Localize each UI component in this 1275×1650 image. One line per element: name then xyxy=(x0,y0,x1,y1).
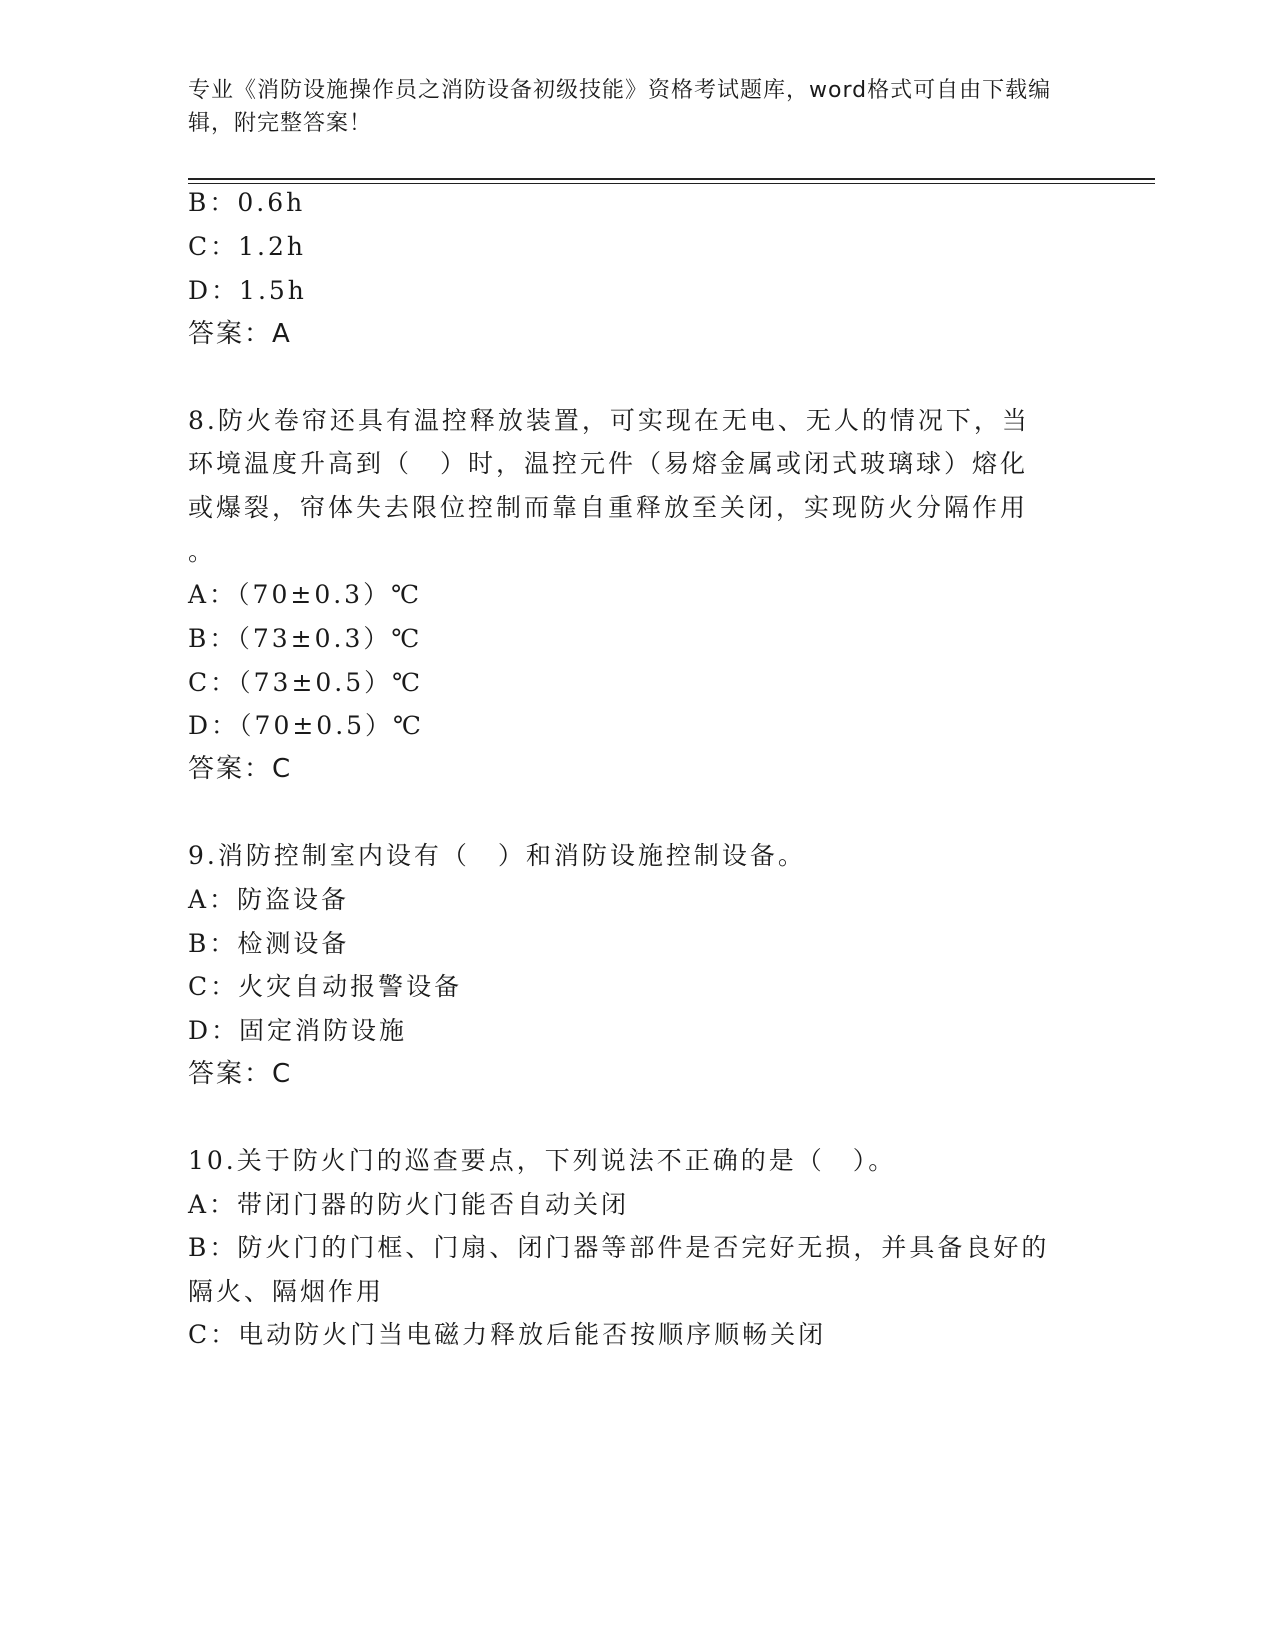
q9-answer: 答案：C xyxy=(188,1059,293,1089)
q10-option-b-line-1: B：防火门的门框、门扇、闭门器等部件是否完好无损，并具备良好的 xyxy=(188,1233,1050,1262)
q9-option-a: A：防盗设备 xyxy=(188,885,350,914)
q7-answer: 答案：A xyxy=(188,319,292,349)
q7-option-d: D：1.5h xyxy=(188,276,307,305)
q8-answer: 答案：C xyxy=(188,754,293,784)
q8-stem-line-3: 或爆裂，帘体失去限位控制而靠自重释放至关闭，实现防火分隔作用 xyxy=(188,493,1029,522)
q10-option-a: A：带闭门器的防火门能否自动关闭 xyxy=(188,1190,630,1219)
q8-option-d: D：（70±0.5）℃ xyxy=(188,711,425,740)
q9-stem: 9.消防控制室内设有（ ）和消防设施控制设备。 xyxy=(188,841,806,870)
q7-option-b: B：0.6h xyxy=(188,188,306,217)
header-divider-thick xyxy=(188,178,1155,180)
q8-option-a: A：（70±0.3）℃ xyxy=(188,580,423,609)
q9-option-d: D：固定消防设施 xyxy=(188,1016,408,1045)
q8-stem-line-2: 环境温度升高到（ ）时，温控元件（易熔金属或闭式玻璃球）熔化 xyxy=(188,449,1029,478)
q10-option-b-line-2: 隔火、隔烟作用 xyxy=(188,1277,385,1306)
q9-option-c: C：火灾自动报警设备 xyxy=(188,972,463,1001)
q8-option-c: C：（73±0.5）℃ xyxy=(188,668,424,697)
q8-stem-line-4: 。 xyxy=(188,537,217,566)
q9-option-b: B：检测设备 xyxy=(188,929,350,958)
q8-stem-line-1: 8.防火卷帘还具有温控释放装置，可实现在无电、无人的情况下，当 xyxy=(188,406,1030,435)
q7-option-c: C：1.2h xyxy=(188,232,306,261)
q8-option-b: B：（73±0.3）℃ xyxy=(188,624,423,653)
header-divider-thin xyxy=(188,183,1155,184)
q10-option-c: C：电动防火门当电磁力释放后能否按顺序顺畅关闭 xyxy=(188,1320,827,1349)
document-header: 专业《消防设施操作员之消防设备初级技能》资格考试题库，word格式可自由下载编辑，附完整答案！ xyxy=(188,78,1052,136)
q10-stem: 10.关于防火门的巡查要点，下列说法不正确的是（ ）。 xyxy=(188,1146,897,1175)
